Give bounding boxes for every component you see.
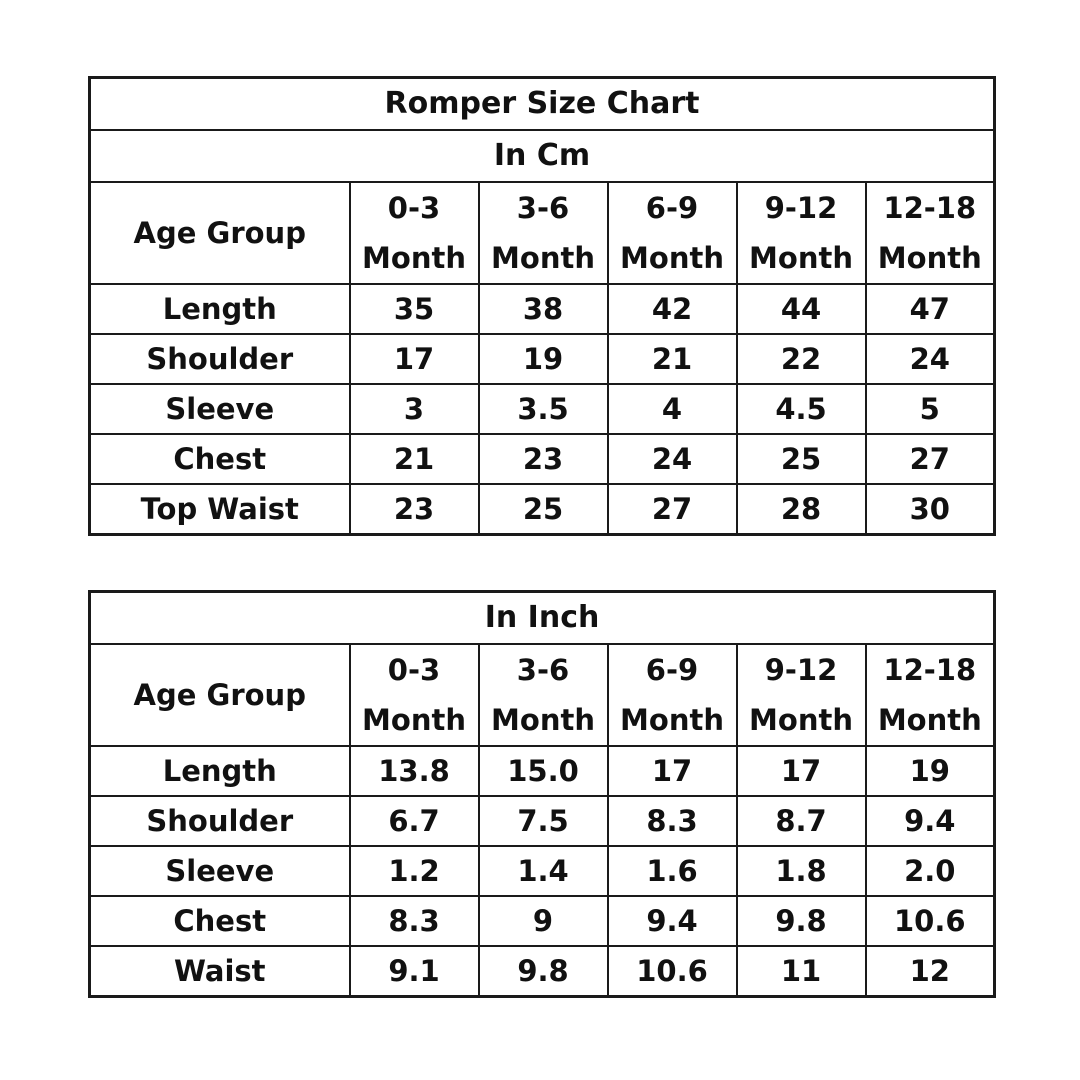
column-unit: Month	[491, 241, 595, 275]
table-cell: 28	[737, 484, 866, 535]
inch-header-row	[90, 644, 995, 746]
cm-age-group-label: Age Group	[90, 182, 350, 284]
table-row	[90, 946, 995, 997]
column-range: 9-12	[764, 191, 838, 225]
column-range: 9-12	[764, 653, 838, 687]
row-label: Sleeve	[90, 846, 350, 896]
table-cell: 7.5	[479, 796, 608, 846]
cm-column-header	[737, 182, 866, 284]
column-unit: Month	[362, 703, 466, 737]
table-cell: 17	[350, 334, 479, 384]
table-cell: 1.2	[350, 846, 479, 896]
table-cell: 9.4	[866, 796, 995, 846]
table-cell: 8.3	[350, 896, 479, 946]
table-cell: 2.0	[866, 846, 995, 896]
table-cell: 21	[608, 334, 737, 384]
inch-column-header	[479, 644, 608, 746]
inch-column-header	[608, 644, 737, 746]
table-cell: 17	[737, 746, 866, 796]
inch-unit-label: In Inch	[90, 592, 995, 645]
table-row	[90, 434, 995, 484]
cm-column-header	[866, 182, 995, 284]
table-cell: 4	[608, 384, 737, 434]
cm-column-header	[350, 182, 479, 284]
table-row	[90, 846, 995, 896]
table-cell: 27	[866, 434, 995, 484]
column-range: 3-6	[516, 191, 570, 225]
row-label: Waist	[90, 946, 350, 997]
column-range: 12-18	[883, 653, 977, 687]
table-cell: 12	[866, 946, 995, 997]
column-unit: Month	[877, 241, 982, 275]
column-unit: Month	[620, 241, 724, 275]
table-cell: 17	[608, 746, 737, 796]
row-label: Length	[90, 284, 350, 334]
table-cell: 44	[737, 284, 866, 334]
table-cell: 47	[866, 284, 995, 334]
table-row	[90, 896, 995, 946]
cm-header-row	[90, 182, 995, 284]
table-cell: 8.3	[608, 796, 737, 846]
cm-column-header	[479, 182, 608, 284]
table-cell: 11	[737, 946, 866, 997]
table-cell: 1.4	[479, 846, 608, 896]
table-cell: 8.7	[737, 796, 866, 846]
column-range: 6-9	[645, 653, 699, 687]
column-unit: Month	[749, 703, 853, 737]
column-unit: Month	[491, 703, 595, 737]
column-unit: Month	[362, 241, 466, 275]
row-label: Sleeve	[90, 384, 350, 434]
table-cell: 3	[350, 384, 479, 434]
table-row	[90, 484, 995, 535]
chart-title: Romper Size Chart	[90, 78, 995, 131]
table-row	[90, 284, 995, 334]
table-cell: 42	[608, 284, 737, 334]
table-cell: 27	[608, 484, 737, 535]
column-range: 0-3	[387, 191, 441, 225]
table-cell: 9.8	[479, 946, 608, 997]
inch-column-header	[737, 644, 866, 746]
column-unit: Month	[877, 703, 982, 737]
table-cell: 15.0	[479, 746, 608, 796]
table-cell: 22	[737, 334, 866, 384]
table-cell: 19	[866, 746, 995, 796]
table-cell: 10.6	[608, 946, 737, 997]
inch-column-header	[866, 644, 995, 746]
cm-unit-label: In Cm	[90, 130, 995, 182]
table-cell: 9.8	[737, 896, 866, 946]
table-cell: 9.1	[350, 946, 479, 997]
table-cell: 9	[479, 896, 608, 946]
column-range: 0-3	[387, 653, 441, 687]
table-cell: 25	[737, 434, 866, 484]
cm-column-header	[608, 182, 737, 284]
table-cell: 24	[866, 334, 995, 384]
table-row	[90, 384, 995, 434]
column-range: 3-6	[516, 653, 570, 687]
table-cell: 38	[479, 284, 608, 334]
table-cell: 5	[866, 384, 995, 434]
table-cell: 4.5	[737, 384, 866, 434]
row-label: Shoulder	[90, 796, 350, 846]
row-label: Chest	[90, 896, 350, 946]
table-row	[90, 334, 995, 384]
table-cell: 1.8	[737, 846, 866, 896]
inch-size-table	[88, 590, 996, 998]
table-cell: 19	[479, 334, 608, 384]
row-label: Length	[90, 746, 350, 796]
table-cell: 25	[479, 484, 608, 535]
column-range: 6-9	[645, 191, 699, 225]
table-cell: 1.6	[608, 846, 737, 896]
row-label: Top Waist	[90, 484, 350, 535]
cm-size-table	[88, 76, 996, 536]
table-cell: 6.7	[350, 796, 479, 846]
table-cell: 21	[350, 434, 479, 484]
inch-column-header	[350, 644, 479, 746]
table-cell: 30	[866, 484, 995, 535]
table-cell: 3.5	[479, 384, 608, 434]
table-cell: 23	[479, 434, 608, 484]
table-cell: 9.4	[608, 896, 737, 946]
table-cell: 13.8	[350, 746, 479, 796]
column-unit: Month	[749, 241, 853, 275]
row-label: Shoulder	[90, 334, 350, 384]
table-cell: 10.6	[866, 896, 995, 946]
table-row	[90, 796, 995, 846]
inch-age-group-label: Age Group	[90, 644, 350, 746]
table-cell: 24	[608, 434, 737, 484]
column-range: 12-18	[883, 191, 977, 225]
table-row	[90, 746, 995, 796]
row-label: Chest	[90, 434, 350, 484]
table-cell: 23	[350, 484, 479, 535]
column-unit: Month	[620, 703, 724, 737]
table-cell: 35	[350, 284, 479, 334]
